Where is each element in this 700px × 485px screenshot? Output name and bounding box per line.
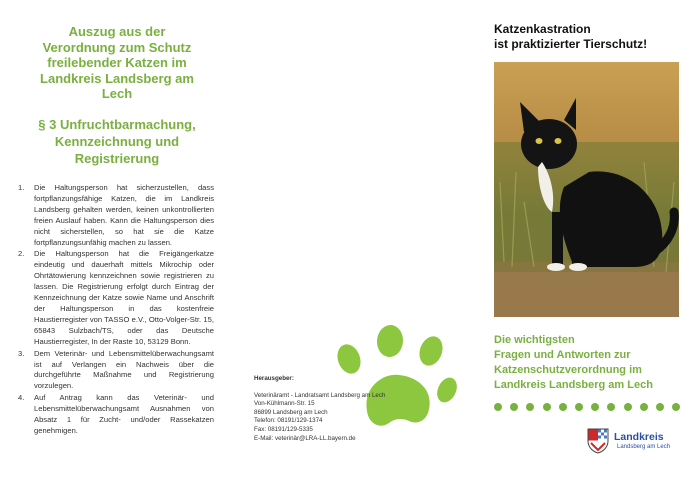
publisher-block xyxy=(254,375,414,443)
rules-list xyxy=(18,183,214,438)
left-panel xyxy=(0,0,232,485)
cover-headline xyxy=(494,22,699,52)
cat-photo xyxy=(494,62,679,317)
section-heading xyxy=(22,116,212,167)
subtitle-line: Fragen und Antworten zur xyxy=(494,349,631,361)
section-line: Registrierung xyxy=(74,151,160,166)
logo-subtitle: Landsberg am Lech xyxy=(617,444,671,450)
intro-line: Verordnung zum Schutz xyxy=(42,39,192,55)
decorative-dot xyxy=(656,403,664,411)
decorative-dot xyxy=(559,403,567,411)
logo-name: Landkreis xyxy=(614,431,664,443)
item-number: 3. xyxy=(18,348,25,358)
cat-photo-illustration xyxy=(494,62,679,317)
decorative-dot xyxy=(624,403,632,411)
intro-line: Landkreis Landsberg am xyxy=(40,70,194,86)
publisher-line: Telefon: 08191/129-1374 xyxy=(254,417,323,425)
right-panel xyxy=(472,0,700,485)
list-item xyxy=(18,249,214,347)
publisher-line: 86899 Landsberg am Lech xyxy=(254,408,328,416)
list-item xyxy=(18,183,214,248)
decorative-dot xyxy=(575,403,583,411)
decorative-dot xyxy=(510,403,518,411)
section-line: Kennzeichnung und xyxy=(54,134,180,149)
list-item xyxy=(18,349,214,393)
decorative-dot xyxy=(640,403,648,411)
cover-subtitle xyxy=(494,333,694,393)
subtitle-line: Katzenschutzverordnung im xyxy=(494,364,642,376)
publisher-title: Herausgeber: xyxy=(254,375,294,382)
list-item xyxy=(18,393,214,437)
item-text: Dem Veterinär- und Lebensmittelüberwachungsamt ist auf Verlangen ein Nachweis über die durchgeführte Maßnahme und Registrierung vorzulegen. xyxy=(34,348,214,391)
item-number: 1. xyxy=(18,183,25,192)
section-line: § 3 Unfruchtbarmachung, xyxy=(38,117,196,132)
decorative-dot xyxy=(591,403,599,411)
publisher-line: Veterinäramt - Landratsamt Landsberg am Lech xyxy=(254,391,386,399)
intro-title xyxy=(22,24,212,102)
intro-line: Auszug aus der xyxy=(68,24,166,39)
decorative-dot xyxy=(607,403,615,411)
landkreis-logo xyxy=(587,424,697,458)
publisher-line: Von-Kühlmann-Str. 15 xyxy=(254,400,315,408)
item-text: Die Haltungsperson hat die Freigängerkatze eindeutig und dauerhaft mittels Mikrochip oder Ohrtätowierung kennzeichnen sowie registrieren zu lassen. Die Registrierung erfolgt durch Eintrag der Kennzeichnung der Katze sowie Name und Anschrift der Haltungsperson in das kostenfreie Haustierregister von TASSO e.V., Otto-Volger-Str. 15, 65843 Sulzbach/TS, oder das Deutsche Haustierregister, In der Raste 10, 53129 Bonn. xyxy=(34,249,214,346)
subtitle-line: Landkreis Landsberg am Lech xyxy=(494,379,653,391)
decorative-dot xyxy=(543,403,551,411)
publisher-line: E-Mail: veterinär@LRA-LL.bayern.de xyxy=(254,434,356,442)
item-number: 2. xyxy=(18,249,25,259)
item-text: Auf Antrag kann das Veterinär- und Lebensmittelüberwachungsamt Ausnahmen von Absatz 1 für Zucht- und/oder Rassekatzen genehmigen. xyxy=(34,393,214,435)
item-text: Die Haltungsperson hat sicherzustellen, dass fortpflanzungsfähige Katzen, die im Landkreis Landsberg gehalten werden, keinen unkontrollierten freien Auslauf haben. Kann die Haltungsperson dies nicht sicherstellen, so hat sie die Katze fortpflanzungsunfähig machen zu lassen. xyxy=(34,183,214,247)
publisher-line: Fax: 08191/129-5335 xyxy=(254,425,313,433)
headline-line: ist praktizierter Tierschutz! xyxy=(494,37,648,51)
intro-line: Lech xyxy=(101,86,133,101)
decorative-dot xyxy=(494,403,502,411)
subtitle-line: Die wichtigsten xyxy=(494,334,575,346)
coat-of-arms-icon xyxy=(587,428,609,454)
intro-line: freilebender Katzen im xyxy=(47,55,187,70)
decorative-dot xyxy=(526,403,534,411)
middle-panel xyxy=(232,0,472,485)
decorative-dot xyxy=(672,403,680,411)
item-number: 4. xyxy=(18,393,25,403)
headline-line: Katzenkastration xyxy=(494,22,591,36)
